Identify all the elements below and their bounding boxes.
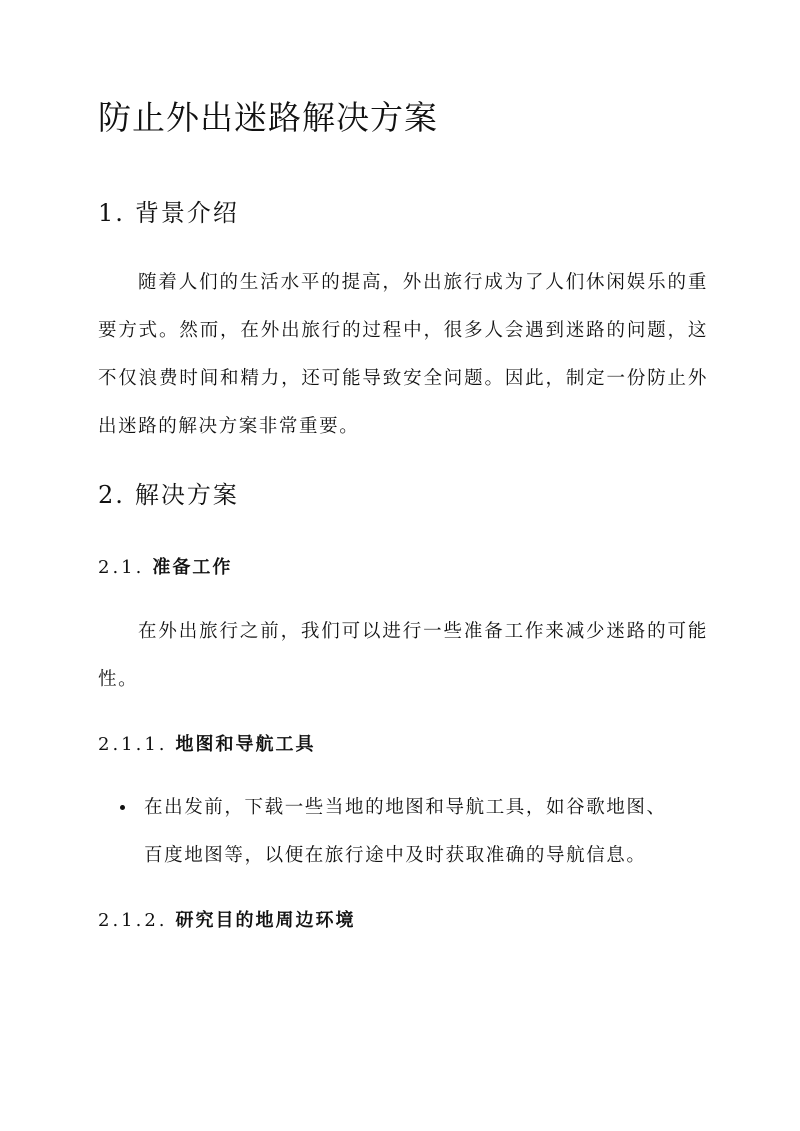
document-title: 防止外出迷路解决方案 <box>98 98 438 137</box>
bullet-item <box>98 784 708 880</box>
section-heading-2 <box>98 480 239 510</box>
item-title: 地图和导航工具 <box>175 734 316 755</box>
subsection-title: 准备工作 <box>152 557 233 578</box>
background-paragraph: 随着人们的生活水平的提高，外出旅行成为了人们休闲娱乐的重要方式。然而，在外出旅行的过程中，很多人会遇到迷路的问题，这不仅浪费时间和精力，还可能导致安全问题。因此，制定一份防止外出迷路的解决方案非常重要。 <box>98 272 708 437</box>
item-number: 2.1.1. <box>98 734 168 755</box>
item-number: 2.1.2. <box>98 910 168 931</box>
item-title: 研究目的地周边环境 <box>175 910 356 931</box>
section-heading-1 <box>98 198 239 228</box>
section-title: 解决方案 <box>134 481 239 509</box>
section-title: 背景介绍 <box>134 199 239 227</box>
preparation-paragraph: 在外出旅行之前，我们可以进行一些准备工作来减少迷路的可能性。 <box>98 621 708 690</box>
bullet-text: 在出发前，下载一些当地的地图和导航工具，如谷歌地图、百度地图等，以便在旅行途中及时获取准确的导航信息。 <box>144 797 667 866</box>
bullet-dot-icon <box>120 805 125 810</box>
subsection-number: 2.1. <box>98 557 145 578</box>
item-heading-2-1-2 <box>98 909 356 933</box>
section-number: 1. <box>98 199 125 227</box>
item-heading-2-1-1 <box>98 733 316 757</box>
section-number: 2. <box>98 481 125 509</box>
subsection-heading-2-1 <box>98 556 232 580</box>
